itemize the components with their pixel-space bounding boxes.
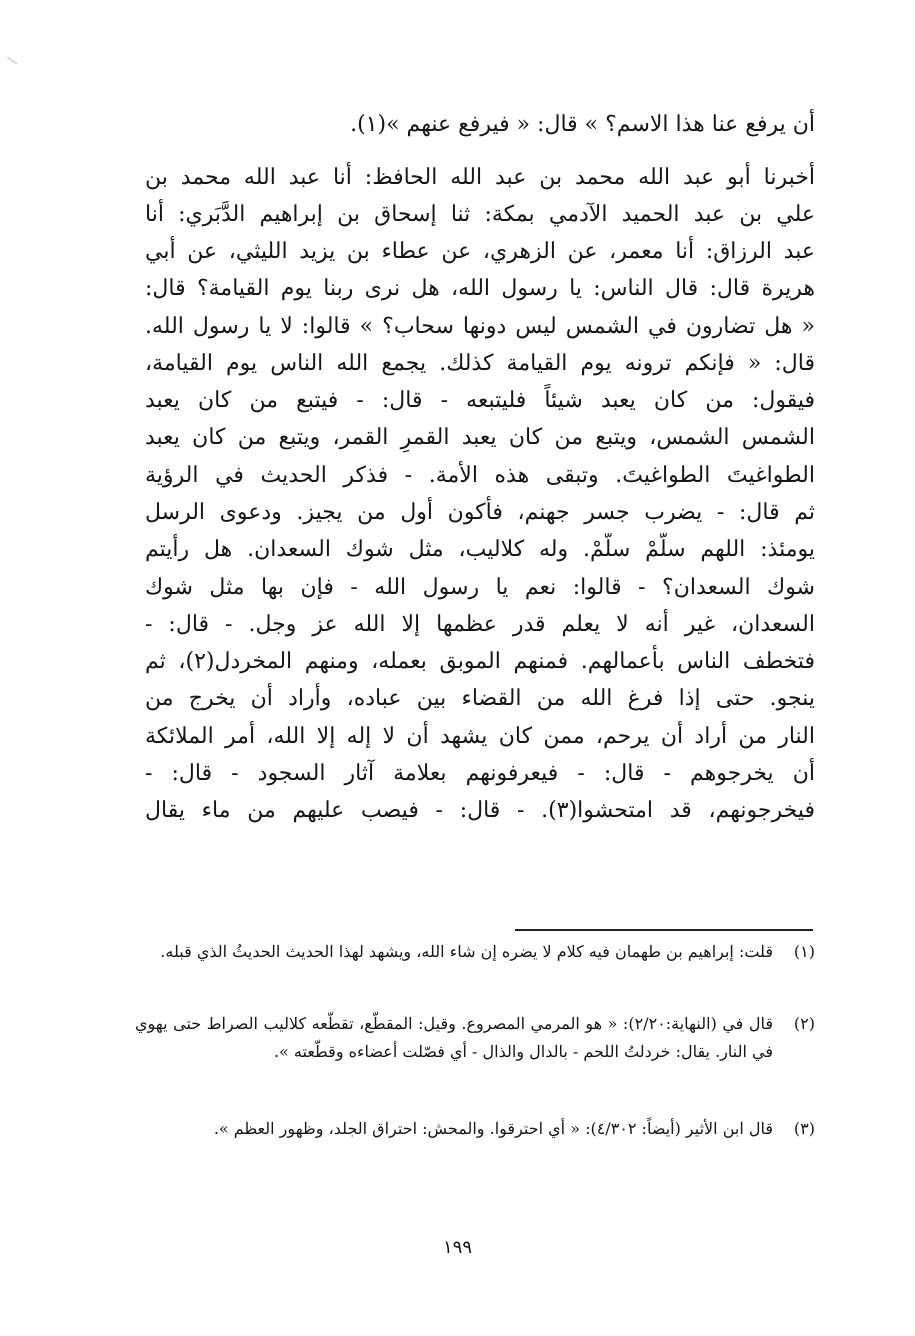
text-line-7: قال: « فإنكم ترونه يوم القيامة كذلك. يجمع الله الناس يوم القيامة، bbox=[145, 351, 815, 376]
text-line-18: أن يخرجوهم - قال: - فيعرفونهم بعلامة آثار السجود - قال: - bbox=[145, 761, 815, 786]
footnote-2 bbox=[135, 1010, 815, 1066]
text-line-1: أن يرفع عنا هذا الاسم؟ » قال: « فيرفع عنهم »(١). bbox=[350, 112, 815, 137]
text-line-14: السعدان، غير أنه لا يعلم قدر عظمها إلا الله عز وجل. - قال: - bbox=[145, 612, 815, 637]
footnote-text: قال في (النهاية:٢/٢٠): « هو المرمي المصروع. وقيل: المقطّع، تقطّعه كلاليب الصراط حتى يهوي في النار. يقال: خردلتُ اللحم - بالدال والذال - أي فصّلت أعضاءه وقطّعته ». bbox=[135, 1014, 774, 1061]
footnote-number: (٢) bbox=[793, 1014, 815, 1033]
text-line-16: ينجو. حتى إذا فرغ الله من القضاء بين عباده، وأراد أن يخرج من bbox=[145, 686, 815, 711]
text-line-6: « هل تضارون في الشمس ليس دونها سحاب؟ » قالوا: لا يا رسول الله. bbox=[145, 314, 815, 339]
footnote-1 bbox=[135, 938, 815, 966]
footnote-3 bbox=[135, 1115, 815, 1143]
text-line-8: فيقول: من كان يعبد شيئاً فليتبعه - قال: - فيتبع من كان يعبد bbox=[145, 388, 815, 413]
footnote-text: قلت: إبراهيم بن طهمان فيه كلام لا يضره إن شاء الله، ويشهد لهذا الحديث الحديثُ الذي قبله. bbox=[160, 942, 773, 961]
footnote-number: (١) bbox=[793, 942, 815, 961]
page-number: ١٩٩ bbox=[442, 1237, 472, 1258]
footnote-separator bbox=[515, 929, 813, 931]
text-line-9: الشمس الشمس، ويتبع من كان يعبد القمرِ القمر، ويتبع من كان يعبد bbox=[145, 425, 815, 450]
text-line-5: هريرة قال: قال الناس: يا رسول الله، هل نرى ربنا يوم القيامة؟ قال: bbox=[145, 276, 815, 301]
text-line-19: فيخرجونهم، قد امتحشوا(٣). - قال: - فيصب عليهم من ماء يقال bbox=[145, 798, 815, 823]
footnote-text: قال ابن الأثير (أيضاً: ٤/٣٠٢): « أي احترقوا. والمحش: احتراق الجلد، وظهور العظم ». bbox=[213, 1119, 773, 1138]
text-line-17: النار من أراد أن يرحم، ممن كان يشهد أن لا إله إلا الله، أمر الملائكة bbox=[145, 724, 815, 749]
text-line-15: فتخطف الناس بأعمالهم. فمنهم الموبق بعمله، ومنهم المخردل(٢)، ثم bbox=[145, 649, 815, 674]
text-line-12: يومئذ: اللهم سلّمْ سلّمْ. وله كلاليب، مثل شوك السعدان. هل رأيتم bbox=[145, 537, 815, 562]
text-line-2: أخبرنا أبو عبد الله محمد بن عبد الله الحافظ: أنا عبد الله محمد بن bbox=[145, 165, 815, 190]
text-line-10: الطواغيتَ الطواغيتَ. وتبقى هذه الأمة. - فذكر الحديث في الرؤية bbox=[145, 463, 815, 488]
scan-mark bbox=[7, 57, 17, 65]
text-line-4: عبد الرزاق: أنا معمر، عن الزهري، عن عطاء بن يزيد الليثي، عن أبي bbox=[145, 239, 815, 264]
text-line-3: علي بن عبد الحميد الآدمي بمكة: ثنا إسحاق بن إبراهيم الدَّبَري: أنا bbox=[145, 202, 815, 227]
footnote-number: (٣) bbox=[793, 1119, 815, 1138]
text-line-11: ثم قال: - يضرب جسر جهنم، فأكون أول من يجيز. ودعوى الرسل bbox=[145, 500, 815, 525]
text-line-13: شوك السعدان؟ - قالوا: نعم يا رسول الله - فإن بها مثل شوك bbox=[145, 575, 815, 600]
